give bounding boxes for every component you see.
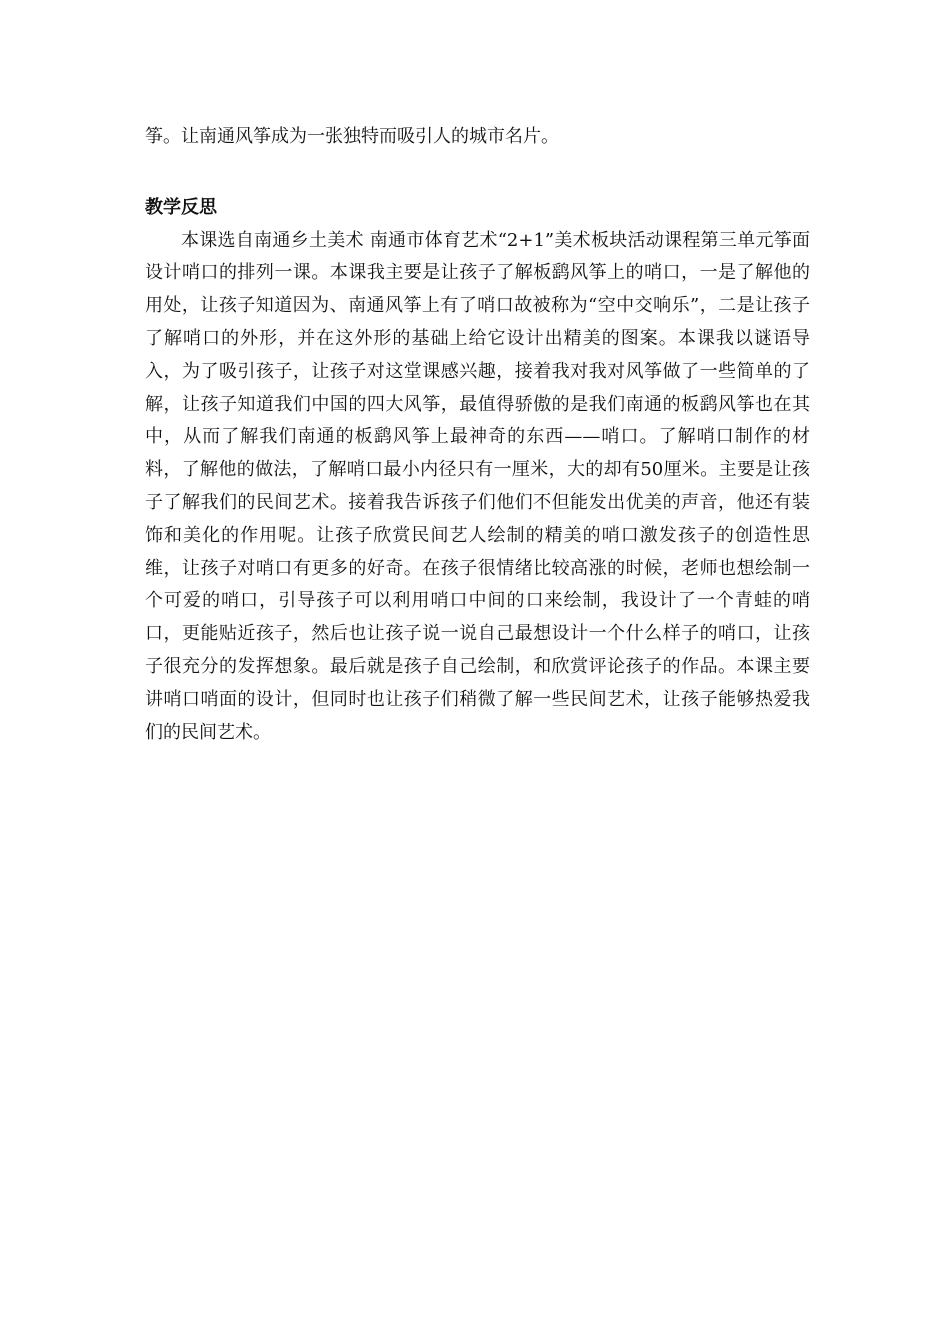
reflection-paragraph: 本课选自南通乡土美术 南通市体育艺术“2+1”美术板块活动课程第三单元筝面设计哨口的排列一课。本课我主要是让孩子了解板鹞风筝上的哨口，一是了解他的用处，让孩子知道因为、南通风筝上有了哨口故被称为“空中交响乐”，二是让孩子了解哨口的外形，并在这外形的基础上给它设计出精美的图案。本课我以谜语导入，为了吸引孩子，让孩子对这堂课感兴趣，接着我对我对风筝做了一些简单的了解，让孩子知道我们中国的四大风筝，最值得骄傲的是我们南通的板鹞风筝也在其中，从而了解我们南通的板鹞风筝上最神奇的东西——哨口。了解哨口制作的材料，了解他的做法，了解哨口最小内径只有一厘米，大的却有50厘米。主要是让孩子了解我们的民间艺术。接着我告诉孩子们他们不但能发出优美的声音，他还有装饰和美化的作用呢。让孩子欣赏民间艺人绘制的精美的哨口激发孩子的创造性思维，让孩子对哨口有更多的好奇。在孩子很情绪比较高涨的时候，老师也想绘制一个可爱的哨口，引导孩子可以利用哨口中间的口来绘制，我设计了一个青蛙的哨口，更能贴近孩子，然后也让孩子说一说自己最想设计一个什么样子的哨口，让孩子很充分的发挥想象。最后就是孩子自己绘制，和欣赏评论孩子的作品。本课主要讲哨口哨面的设计，但同时也让孩子们稍微了解一些民间艺术，让孩子能够热爱我们的民间艺术。 bbox=[145, 229, 810, 743]
intro-paragraph: 筝。让南通风筝成为一张独特而吸引人的城市名片。 bbox=[145, 126, 559, 147]
document-body bbox=[145, 121, 810, 749]
section-heading: 教学反思 bbox=[145, 196, 217, 218]
